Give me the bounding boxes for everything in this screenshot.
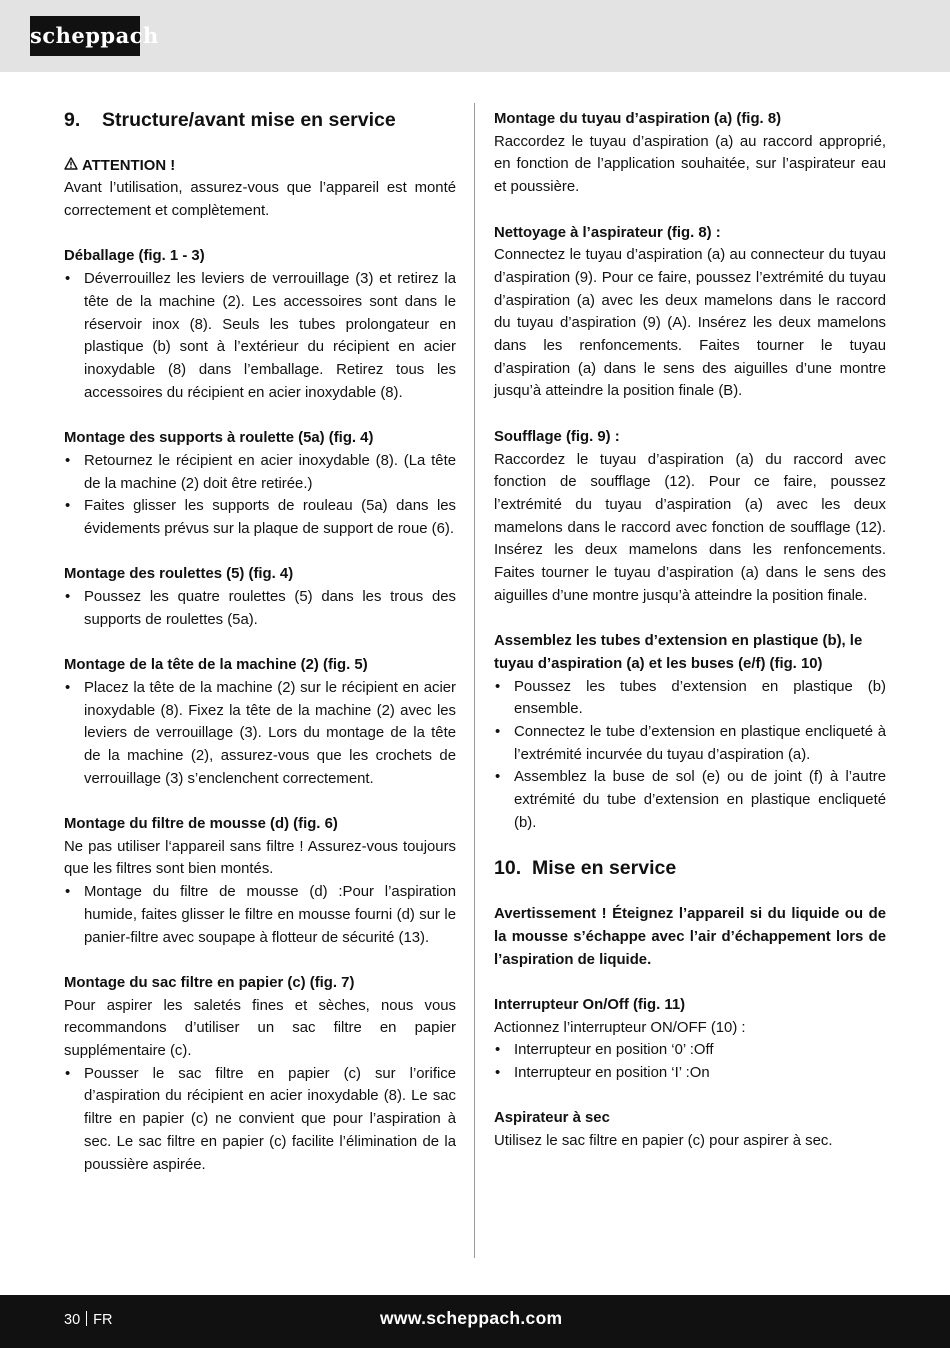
page-number: 30 xyxy=(64,1312,81,1328)
filtre-title: Montage du filtre de mousse (d) (fig. 6) xyxy=(64,816,338,832)
attention-title: ATTENTION ! xyxy=(64,155,456,178)
page-indicator xyxy=(64,1311,112,1328)
sec-text: Utilisez le sac filtre en papier (c) pour aspirer à sec. xyxy=(494,1133,833,1150)
sec-title: Aspirateur à sec xyxy=(494,1110,610,1127)
tete-title: Montage de la tête de la machine (2) (fig. 5) xyxy=(64,657,368,674)
tete-list xyxy=(64,677,456,791)
section-title: Structure/avant mise en service xyxy=(102,109,396,131)
deballage-list xyxy=(64,268,456,404)
list-item: • Poussez les tubes d’extension en plastique (b) ensemble. xyxy=(494,676,886,721)
list-item: • Placez la tête de la machine (2) sur le récipient en acier inoxydable (8). Fixez la tête de la machine (2) avec les leviers de verrouillage (3). Lors du montage de la tête de la machine (2), assurez-vous que les crochets de verrouillage (3) s’enclenchent correctement. xyxy=(64,677,456,791)
column-divider xyxy=(474,103,475,1258)
deballage-title: Déballage (fig. 1 - 3) xyxy=(64,248,205,265)
list-item: • Faites glisser les supports de rouleau (5a) dans les évidements prévus sur la plaque de support de roue (6). xyxy=(64,495,456,540)
list-item: • Interrupteur en position ‘I’ :On xyxy=(494,1062,886,1085)
soufflage-title: Soufflage (fig. 9) : xyxy=(494,428,620,445)
supports-list xyxy=(64,450,456,541)
attention-text: Avant l’utilisation, assurez-vous que l’appareil est monté correctement et complètement. xyxy=(64,180,456,220)
tubes-title: Assemblez les tubes d’extension en plastique (b), le tuyau d’aspiration (a) et les buses (e/f) (fig. 10) xyxy=(494,633,863,672)
sac-text: Pour aspirer les saletés fines et sèches, nous vous recommandons d’utiliser un sac filtre en papier supplémentaire (c). xyxy=(64,997,456,1060)
section-heading-10 xyxy=(494,856,886,880)
section-title: Mise en service xyxy=(532,857,677,880)
list-item: • Montage du filtre de mousse (d) :Pour l’aspiration humide, faites glisser le filtre en mousse fourni (d) sur le panier-filtre avec soupape à flotteur de sécurité (13). xyxy=(64,881,456,949)
nettoyage-title: Nettoyage à l’aspirateur (fig. 8) : xyxy=(494,224,721,241)
left-column xyxy=(64,108,456,1176)
soufflage-text: Raccordez le tuyau d’aspiration (a) du raccord avec fonction de soufflage (12). Pour ce faire, poussez l’extrémité du tuyau d’aspiration (a) avec les deux mamelons dans le raccord avec fonction de soufflage (12). Insérez les deux mamelons dans les renfoncements. Faites tourner le tuyau d’aspiration (a) dans le sens des aiguilles d’une montre jusqu’à atteindre la position finale. xyxy=(494,451,886,604)
interrupteur-list xyxy=(494,1039,886,1084)
right-column xyxy=(494,108,886,1153)
filtre-text: Ne pas utiliser l‘appareil sans filtre ! Assurez-vous toujours que les filtres sont bien montés. xyxy=(64,838,456,878)
list-item: • Retournez le récipient en acier inoxydable (8). (La tête de la machine (2) doit être retirée.) xyxy=(64,450,456,495)
warning-triangle-icon xyxy=(64,155,78,178)
sac-list xyxy=(64,1063,456,1177)
sac-title: Montage du sac filtre en papier (c) (fig. 7) xyxy=(64,974,355,991)
supports-title: Montage des supports à roulette (5a) (fig. 4) xyxy=(64,430,374,447)
list-item: • Interrupteur en position ‘0’ :Off xyxy=(494,1039,886,1062)
tuyau-title: Montage du tuyau d’aspiration (a) (fig. 8) xyxy=(494,111,782,127)
list-item: • Déverrouillez les leviers de verrouillage (3) et retirez la tête de la machine (2). Les accessoires sont dans le réservoir inox (8). Seuls les tubes prolongateur en plastique (b) sont à l’extérieur du récipient en acier inoxydable (8) dans l’emballage. Retirez tous les accessoires du récipient en acier inoxydable (8). xyxy=(64,268,456,404)
tubes-list xyxy=(494,676,886,835)
section-number: 9. xyxy=(64,109,81,131)
section-number: 10. xyxy=(494,857,522,880)
list-item: • Poussez les quatre roulettes (5) dans les trous des supports de roulettes (5a). xyxy=(64,586,456,631)
divider xyxy=(86,1311,87,1326)
interrupteur-text: Actionnez l’interrupteur ON/OFF (10) : xyxy=(494,1019,746,1036)
website-link[interactable]: www.scheppach.com xyxy=(380,1308,563,1328)
roulettes-title: Montage des roulettes (5) (fig. 4) xyxy=(64,566,294,583)
filtre-list xyxy=(64,881,456,949)
roulettes-list xyxy=(64,586,456,631)
nettoyage-text: Connectez le tuyau d’aspiration (a) au connecteur du tuyau d’aspiration (9). Pour ce faire, poussez l’extrémité du tuyau d’aspiration (a) avec les deux mamelons dans le raccord du tuyau d’aspiration (9) (A). Insérez les deux mamelons dans les renfoncements. Faites tourner le tuyau d’aspiration (a) dans le sens des aiguilles d’une montre jusqu’à atteindre la position finale (B). xyxy=(494,247,886,400)
list-item: • Assemblez la buse de sol (e) ou de joint (f) à l’autre extrémité du tube d’extension en plastique encliqueté (b). xyxy=(494,766,886,834)
language-code: FR xyxy=(93,1312,113,1328)
footer-bar xyxy=(0,1295,950,1348)
list-item: • Connectez le tube d’extension en plastique encliqueté à l’extrémité incurvée du tuyau d’aspiration (a). xyxy=(494,721,886,766)
section-heading-9 xyxy=(64,108,456,132)
interrupteur-title: Interrupteur On/Off (fig. 11) xyxy=(494,996,686,1013)
list-item: • Pousser le sac filtre en papier (c) sur l’orifice d’aspiration du récipient en acier inoxydable (8). Le sac filtre en papier (c) ne convient que pour l’aspiration à sec. Le sac filtre en papier (c) facilite l’élimination de la poussière aspirée. xyxy=(64,1063,456,1177)
brand-logo: scheppach xyxy=(30,16,140,56)
warning-text: Avertissement ! Éteignez l’appareil si du liquide ou de la mousse s’échappe avec l’air d’échappement lors de l’aspiration de liquide. xyxy=(494,906,886,968)
tuyau-text: Raccordez le tuyau d’aspiration (a) au raccord approprié, en fonction de l’application souhaitée, sur l’aspirateur eau et poussière. xyxy=(494,133,886,196)
header-band xyxy=(0,0,950,72)
